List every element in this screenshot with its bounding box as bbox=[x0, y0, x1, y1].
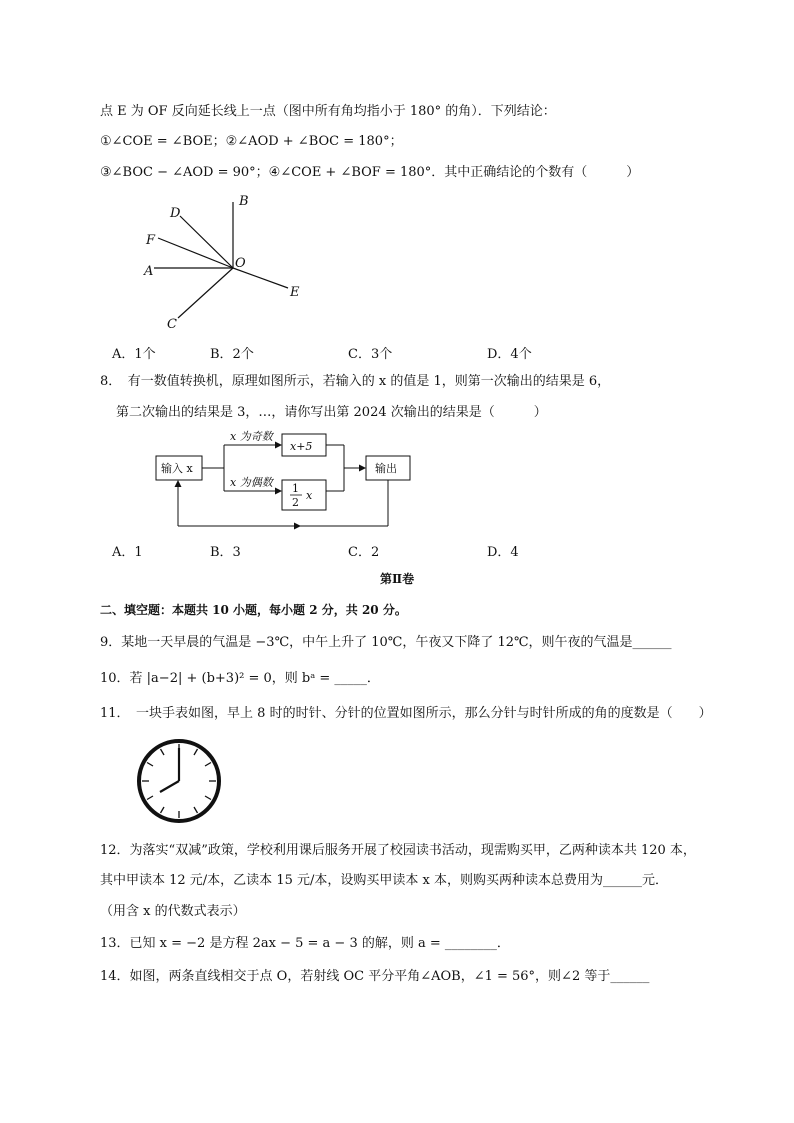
even-condition: x 为偶数 bbox=[230, 476, 273, 489]
label-o: O bbox=[235, 256, 246, 271]
q9-text: 9．某地一天早晨的气温是 −3℃，中午上升了 10℃，午夜又下降了 12℃，则午夜的气温是______ bbox=[100, 635, 672, 650]
q7-option-d[interactable]: D．4个 bbox=[487, 347, 532, 362]
q7-option-c[interactable]: C．3个 bbox=[348, 347, 393, 362]
q14-text: 14．如图，两条直线相交于点 O，若射线 OC 平分平角∠AOB，∠1 = 56°，则∠2 等于______ bbox=[100, 969, 650, 984]
even-op-variable: x bbox=[306, 489, 313, 502]
label-c: C bbox=[167, 317, 177, 332]
label-b: B bbox=[239, 194, 249, 209]
output-label: 输出 bbox=[375, 462, 397, 475]
odd-condition: x 为奇数 bbox=[230, 430, 273, 443]
even-op-numerator: 1 bbox=[292, 482, 299, 495]
q12-line-3: （用含 x 的代数式表示） bbox=[100, 904, 246, 919]
q10-text: 10．若 |a−2| + (b+3)² = 0，则 bᵃ = _____． bbox=[100, 671, 380, 686]
input-label: 输入 x bbox=[161, 462, 193, 475]
q7-line-1: 点 E 为 OF 反向延长线上一点（图中所有角均指小于 180° 的角）．下列结论： bbox=[100, 104, 556, 119]
q8-line-2: 第二次输出的结果是 3，…，请你写出第 2024 次输出的结果是（ ） bbox=[116, 405, 547, 420]
q11-clock-figure bbox=[132, 737, 226, 827]
label-e: E bbox=[290, 285, 300, 300]
q8-option-b[interactable]: B．3 bbox=[210, 545, 241, 560]
q12-line-1: 12．为落实“双减”政策，学校利用课后服务开展了校园读书活动，现需购买甲，乙两种读本共 120 本， bbox=[100, 843, 696, 858]
q13-text: 13．已知 x = −2 是方程 2ax − 5 = a − 3 的解，则 a = ________． bbox=[100, 936, 510, 951]
label-a: A bbox=[144, 264, 154, 279]
ray-oc bbox=[178, 268, 233, 318]
q8-option-d[interactable]: D．4 bbox=[487, 545, 519, 560]
ray-of bbox=[158, 238, 233, 268]
q7-line-2: ①∠COE = ∠BOE；②∠AOD + ∠BOC = 180°； bbox=[100, 134, 403, 149]
q8-option-c[interactable]: C．2 bbox=[348, 545, 380, 560]
odd-operation: x+5 bbox=[290, 440, 313, 453]
q12-line-2: 其中甲读本 12 元/本，乙读本 15 元/本，设购买甲读本 x 本，则购买两种读本总费用为______元． bbox=[100, 873, 668, 888]
label-f: F bbox=[146, 233, 156, 248]
q7-line-3: ③∠BOC − ∠AOD = 90°；④∠COE + ∠BOF = 180°．其中正确结论的个数有（ ） bbox=[100, 165, 640, 180]
q8-flowchart bbox=[150, 426, 420, 536]
q8-option-a[interactable]: A．1 bbox=[112, 545, 143, 560]
q11-text: 11． 一块手表如图，早上 8 时的时针、分针的位置如图所示，那么分针与时针所成的角的度数是（ ） bbox=[100, 706, 712, 721]
ray-od bbox=[180, 216, 233, 268]
section-heading: 二、填空题：本题共 10 小题，每小题 2 分，共 20 分。 bbox=[100, 603, 407, 617]
ray-oe bbox=[233, 268, 288, 288]
label-d: D bbox=[170, 206, 181, 221]
even-op-denominator: 2 bbox=[292, 496, 299, 509]
q7-option-b[interactable]: B．2个 bbox=[210, 347, 254, 362]
section-title: 第Ⅱ卷 bbox=[380, 572, 415, 586]
even-op-box bbox=[282, 480, 326, 510]
q7-angle-figure bbox=[130, 190, 330, 340]
q7-option-a[interactable]: A．1个 bbox=[112, 347, 156, 362]
q8-line-1: 8． 有一数值转换机，原理如图所示，若输入的 x 的值是 1，则第一次输出的结果是 6， bbox=[100, 374, 611, 389]
